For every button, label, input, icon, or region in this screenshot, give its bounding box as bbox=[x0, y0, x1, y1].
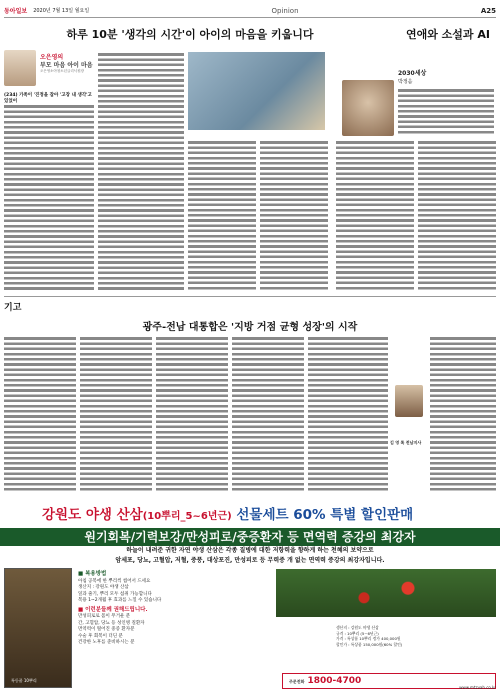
phone-number: 1800-4700 bbox=[307, 676, 362, 686]
ad-title-paren: (10뿌리_5~6년근) bbox=[142, 511, 232, 522]
ad-right-panel bbox=[276, 569, 496, 689]
page-number: A25 bbox=[480, 6, 496, 15]
article-body-col-2 bbox=[98, 52, 184, 290]
article-body-col-4 bbox=[260, 140, 328, 290]
ginseng-photo bbox=[4, 568, 72, 688]
ad-subtitle: 원기회복/기력보강/만성피로/중증환자 등 면역력 증강의 최강자 bbox=[0, 528, 500, 546]
ad-url[interactable]: www.mtzvah.co.kr bbox=[459, 685, 496, 690]
side-body-top bbox=[398, 88, 494, 136]
list-item: 가격 : 특상품 10뿌리 정가 400,000원 bbox=[336, 636, 401, 642]
opinion-body-col-4 bbox=[232, 336, 304, 492]
article-illustration bbox=[188, 52, 325, 130]
list-item: 아침 공복에 한 뿌리씩 씹어서 드세요 bbox=[78, 578, 151, 584]
list-item: 규격 : 10뿌리 (5~6년근) bbox=[336, 630, 379, 636]
side-column-name: 2030세상 bbox=[398, 70, 427, 77]
section-label: Opinion bbox=[271, 6, 299, 15]
article-body-col-3 bbox=[188, 140, 256, 290]
opinion-author-photo bbox=[395, 385, 423, 417]
side-column bbox=[336, 40, 496, 295]
side-body-col-2 bbox=[418, 140, 496, 290]
ginseng-berry-photo bbox=[276, 569, 496, 617]
ad-banner bbox=[0, 497, 500, 691]
author-photo bbox=[4, 50, 36, 86]
list-item: 생산지 : 강원도 야생 산삼 bbox=[78, 585, 129, 590]
opinion-body-col-6 bbox=[430, 336, 496, 492]
recommend-heading: ■ 이런분들께 권해드립니다. bbox=[78, 606, 148, 613]
side-body-col-1 bbox=[336, 140, 414, 290]
paper-logo: 동아일보 bbox=[4, 8, 28, 15]
ad-tagline-2: 암세포, 당뇨, 고혈압, 저혈, 중풍, 대상포진, 만성피로 등 무력증 개 없는 면역력 증강의 최강자입니다. bbox=[115, 557, 385, 564]
ad-title-promo: 선물세트 60% 특별 할인판매 bbox=[231, 507, 414, 523]
masthead bbox=[4, 4, 496, 18]
list-item: 건강한 노후를 준비하시는 분 bbox=[78, 640, 135, 645]
column-name: 부모 마음 아이 마음 bbox=[40, 62, 93, 69]
list-item: 만성피로로 몸이 무거운 분 bbox=[78, 614, 131, 619]
list-item: 수술 후 회복이 더딘 분 bbox=[78, 633, 123, 639]
opinion-body-col-2 bbox=[80, 336, 152, 492]
side-headline: 연애와 소설과 AI bbox=[405, 28, 490, 41]
section-divider bbox=[4, 296, 496, 297]
ad-product-info bbox=[336, 625, 496, 647]
opinion-body-col-1 bbox=[4, 336, 76, 492]
list-item: 간, 고혈압, 당뇨 등 성인병 질환자 bbox=[78, 620, 145, 626]
main-headline: 하루 10분 '생각의 시간'이 아이의 마음을 키웁니다 bbox=[66, 28, 314, 41]
ginseng-photo-label: 특등품 10뿌리 bbox=[11, 678, 37, 683]
phone-label: 주문전화 bbox=[289, 679, 305, 684]
side-author-name: 박정음 bbox=[398, 79, 413, 85]
effects-heading: ■ 복용방법 bbox=[78, 571, 107, 577]
ad-title-main: 강원도 야생 산삼 bbox=[42, 507, 143, 523]
opinion-headline: 광주-전남 대통합은 '지방 거점 균형 성장'의 시작 bbox=[142, 322, 358, 333]
list-item: 할인가 : 특상품 150,000원(60% 할인) bbox=[336, 641, 403, 647]
author-name: 오은영의 bbox=[40, 54, 64, 61]
side-author-photo bbox=[342, 80, 394, 136]
opinion-author: 김 영 록 전남지사 bbox=[390, 440, 422, 445]
opinion-body-col-5 bbox=[308, 336, 388, 492]
ad-effects-list bbox=[78, 571, 268, 647]
author-desc: 오은영소아청소년클리닉원장 bbox=[40, 69, 84, 73]
list-item: 잎과 줄기, 뿌리 모두 섭취 가능합니다 bbox=[78, 591, 152, 597]
article-lead: (234) 가족이 '진정을 잡아 '고장 내 생각'고 있었어 bbox=[4, 93, 92, 104]
issue-date: 2020년 7월 13일 월요일 bbox=[33, 8, 90, 14]
opinion-label: 기고 bbox=[4, 303, 22, 313]
list-item: 복용 1~2개월 후 효과를 느낄 수 있습니다 bbox=[78, 598, 162, 603]
author-box bbox=[4, 50, 94, 86]
ad-title bbox=[42, 503, 413, 523]
list-item: 생산지 : 강원도 야생 산삼 bbox=[336, 625, 379, 630]
ad-tagline-1: 하늘이 내려준 귀한 자연 야생 산삼은 각종 질병에 대한 저항력을 향하게 하는 천혜의 보약으로 bbox=[126, 547, 374, 554]
article-body-col-1 bbox=[4, 104, 94, 290]
opinion-body-col-3 bbox=[156, 336, 228, 492]
list-item: 면역력이 떨어진 중증 환자분 bbox=[78, 627, 135, 632]
